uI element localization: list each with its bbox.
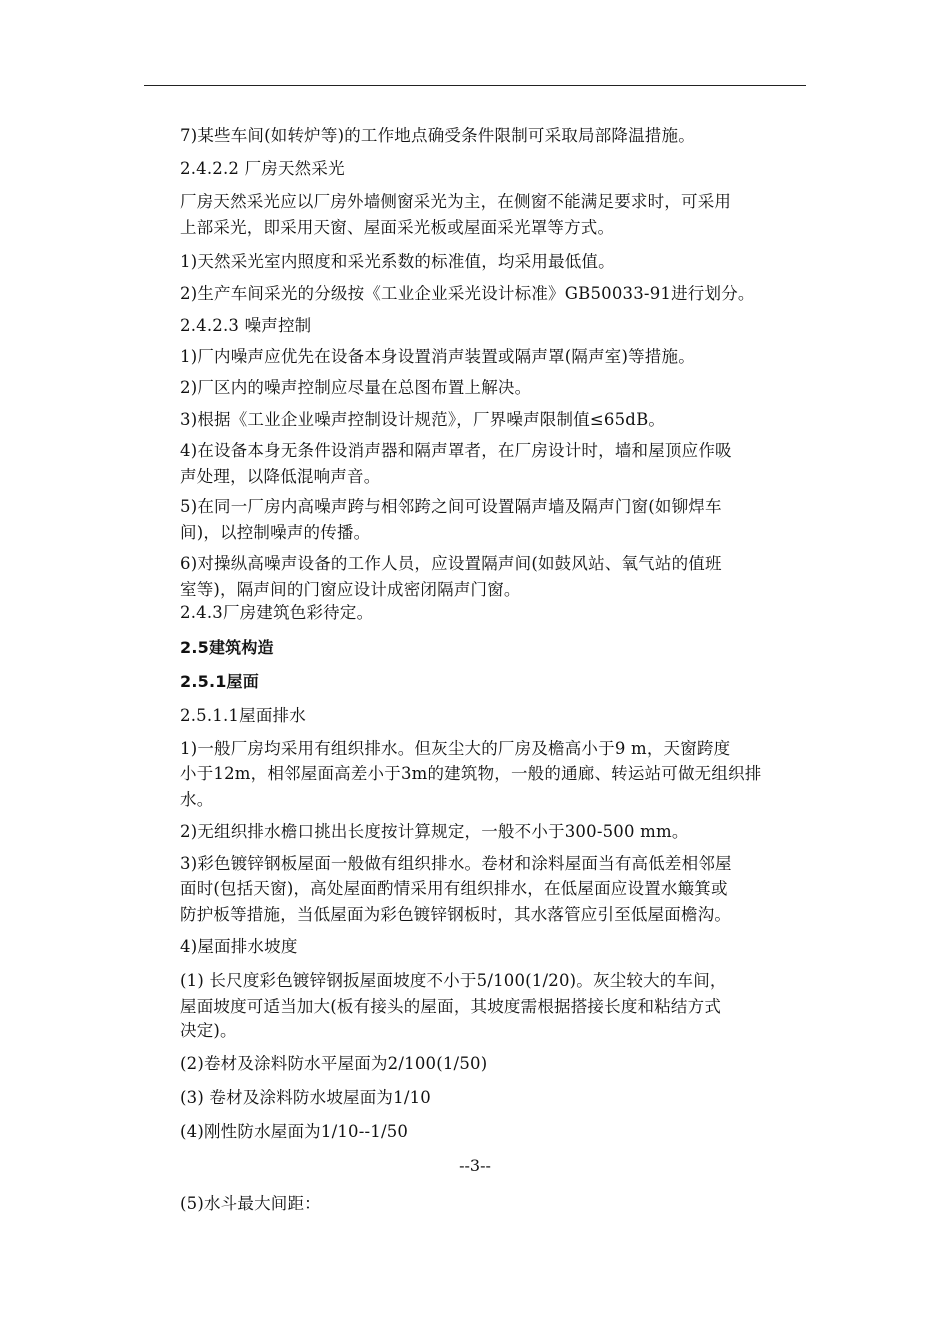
section-heading: 2.4.2.2 厂房天然采光 (180, 159, 345, 178)
paragraph-line: 上部采光，即采用天窗、屋面采光板或屋面采光罩等方式。 (180, 218, 615, 237)
section-heading-bold: 2.5建筑构造 (180, 638, 274, 657)
subsection-heading: 2.5.1.1屋面排水 (180, 706, 306, 725)
paragraph-line: 1)一般厂房均采用有组织排水。但灰尘大的厂房及檐高小于9 m，天窗跨度 (180, 739, 731, 758)
paragraph-line: 小于12m，相邻屋面高差小于3m的建筑物，一般的通廊、转运站可做无组织排 (180, 764, 762, 783)
paragraph-line: 4)屋面排水坡度 (180, 937, 298, 956)
paragraph-line: 屋面坡度可适当加大(板有接头的屋面，其坡度需根据搭接长度和粘结方式 (180, 997, 722, 1016)
paragraph-line: 2)厂区内的噪声控制应尽量在总图布置上解决。 (180, 378, 532, 397)
page-number: --3-- (459, 1156, 491, 1175)
paragraph-line: 间)，以控制噪声的传播。 (180, 523, 371, 542)
paragraph-line: 室等)，隔声间的门窗应设计成密闭隔声门窗。 (180, 580, 521, 599)
paragraph-line: 水。 (180, 790, 214, 809)
paragraph-line: 声处理，以降低混响声音。 (180, 467, 381, 486)
paragraph-line: 3)彩色镀锌钢板屋面一般做有组织排水。卷材和涂料屋面当有高低差相邻屋 (180, 854, 732, 873)
paragraph-line: (4)刚性防水屋面为1/10--1/50 (180, 1122, 409, 1141)
paragraph-line: 厂房天然采光应以厂房外墙侧窗采光为主，在侧窗不能满足要求时，可采用 (180, 192, 732, 211)
section-heading-bold: 2.5.1屋面 (180, 672, 259, 691)
paragraph-line: 1)天然采光室内照度和采光系数的标准值，均采用最低值。 (180, 252, 615, 271)
paragraph-line: (3) 卷材及涂料防水坡屋面为1/10 (180, 1088, 431, 1107)
paragraph-line: 2)生产车间采光的分级按《工业企业采光设计标准》GB50033-91进行划分。 (180, 284, 755, 303)
paragraph-line: 2)无组织排水檐口挑出长度按计算规定，一般不小于300-500 mm。 (180, 822, 689, 841)
paragraph-line: 6)对操纵高噪声设备的工作人员，应设置隔声间(如鼓风站、氧气站的值班 (180, 554, 722, 573)
section-heading: 2.4.2.3 噪声控制 (180, 316, 312, 335)
paragraph-line: 2.4.3厂房建筑色彩待定。 (180, 603, 374, 622)
paragraph-line: (1) 长尺度彩色镀锌钢扳屋面坡度不小于5/100(1/20)。灰尘较大的车间， (180, 971, 727, 990)
paragraph-line: 5)在同一厂房内高噪声跨与相邻跨之间可设置隔声墙及隔声门窗(如铆焊车 (180, 497, 722, 516)
paragraph-line: 1)厂内噪声应优先在设备本身设置消声装置或隔声罩(隔声室)等措施。 (180, 347, 695, 366)
paragraph-line: 3)根据《工业企业噪声控制设计规范》，厂界噪声限制值≤65dB。 (180, 410, 666, 429)
paragraph-line: (2)卷材及涂料防水平屋面为2/100(1/50) (180, 1054, 488, 1073)
paragraph-line: 7)某些车间(如转炉等)的工作地点确受条件限制可采取局部降温措施。 (180, 126, 695, 145)
header-rule (144, 85, 806, 86)
paragraph-line: 防护板等措施，当低屋面为彩色镀锌钢板时，其水落管应引至低屋面檐沟。 (180, 905, 732, 924)
paragraph-line: 面时(包括天窗)，高处屋面酌情采用有组织排水，在低屋面应设置水簸箕或 (180, 879, 728, 898)
paragraph-line: 决定)。 (180, 1021, 237, 1040)
paragraph-line: 4)在设备本身无条件设消声器和隔声罩者，在厂房设计时，墙和屋顶应作吸 (180, 441, 732, 460)
paragraph-line: (5)水斗最大间距： (180, 1194, 321, 1213)
